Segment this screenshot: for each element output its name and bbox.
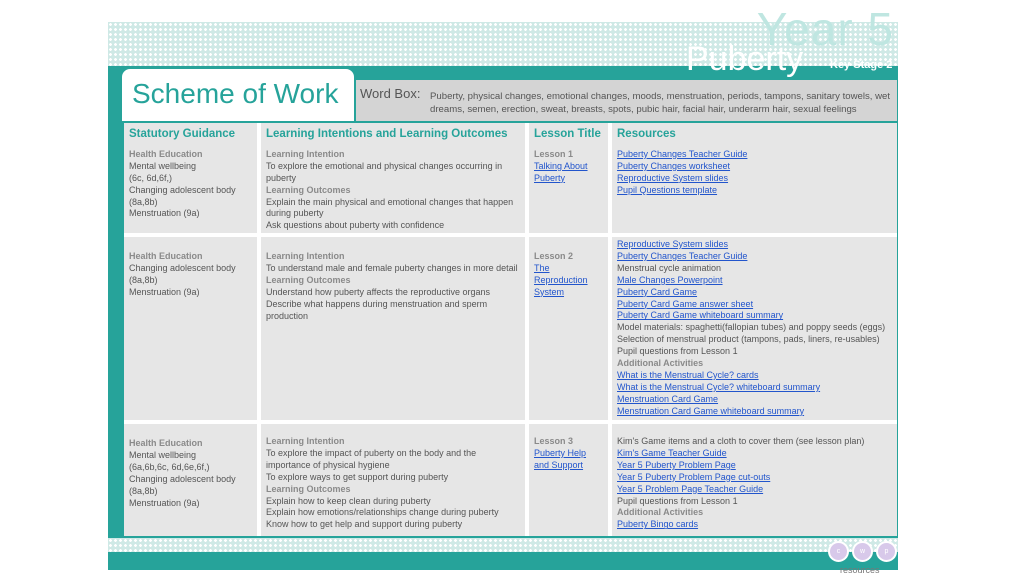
intention-text: To understand male and female puberty changes in more detail <box>266 262 518 273</box>
statutory-line: (8a,8b) <box>129 196 158 207</box>
statutory-line: Mental wellbeing <box>129 449 197 460</box>
cwp-logo <box>828 541 898 563</box>
resource-link[interactable]: Year 5 Puberty Problem Page cut-outs <box>617 471 771 482</box>
resource-link[interactable]: Puberty Changes Teacher Guide <box>617 250 748 261</box>
statutory-line: Menstruation (9a) <box>129 497 200 508</box>
row3-statutory-cell <box>124 424 257 536</box>
resource-link[interactable]: Puberty Card Game whiteboard summary <box>617 310 784 321</box>
outcome-text: Explain the main physical and emotional changes that happen during puberty <box>266 196 514 219</box>
resource-link[interactable]: What is the Menstrual Cycle? cards <box>617 369 759 380</box>
resource-link[interactable]: Year 5 Puberty Problem Page <box>617 459 736 470</box>
statutory-line: (6c, 6d,6f,) <box>129 172 173 183</box>
resource-item: Pupil questions from Lesson 1 <box>617 346 738 357</box>
resource-item: Model materials: spaghetti(fallopian tubes) and poppy seeds (eggs) <box>617 322 886 333</box>
logo-text: resources <box>840 565 880 575</box>
logo-circle-p: p <box>876 541 897 562</box>
resource-item: Menstrual cycle animation <box>617 262 722 273</box>
statutory-heading: Health Education <box>129 251 203 261</box>
key-stage-label: Key Stage 2 <box>830 59 893 71</box>
lesson-number: Lesson 2 <box>534 251 574 261</box>
statutory-line: Menstruation (9a) <box>129 208 200 219</box>
resource-link[interactable]: Puberty Card Game answer sheet <box>617 298 754 309</box>
intention-text-2: To explore ways to get support during puberty <box>266 471 449 482</box>
outcomes-label: Learning Outcomes <box>266 184 351 195</box>
col-header-statutory: Statutory Guidance <box>129 128 236 140</box>
lesson-number: Lesson 1 <box>534 148 574 159</box>
word-box-label: Word Box: <box>360 86 421 101</box>
year-title: Year 5 <box>756 3 894 55</box>
row1-intentions-cell <box>261 123 525 233</box>
outcome-text: Understand how puberty affects the reproductive organs <box>266 286 490 297</box>
col-header-lesson: Lesson Title <box>534 128 601 140</box>
outcomes-label: Learning Outcomes <box>266 274 351 285</box>
resource-link[interactable]: Puberty Card Game <box>617 286 698 297</box>
row2-resources-cell <box>612 237 897 420</box>
outcome-text: Explain how to keep clean during puberty <box>266 495 431 506</box>
additional-activities-label: Additional Activities <box>617 358 704 369</box>
lesson-title-link[interactable]: Puberty Help and Support <box>534 447 587 470</box>
resource-link[interactable]: What is the Menstrual Cycle? whiteboard summary <box>617 381 821 392</box>
resource-link[interactable]: Male Changes Powerpoint <box>617 274 723 285</box>
statutory-line: Changing adolescent body <box>129 184 236 195</box>
statutory-line: Changing adolescent body <box>129 473 236 484</box>
word-box-text: Puberty, physical changes, emotional changes, moods, menstruation, periods, tampons, sanitary towels, wet dreams, semen, erection, sweat, breasts, spots, pubic hair, facial hair, underarm hair, sexual feelings <box>430 91 891 115</box>
col-header-intentions: Learning Intentions and Learning Outcomes <box>266 128 508 140</box>
resource-link[interactable]: Pupil Questions template <box>617 184 718 195</box>
outcome-text: Know how to get help and support during puberty <box>266 519 463 530</box>
resource-list-1 <box>617 149 892 197</box>
resource-item: Pupil questions from Lesson 1 <box>617 495 738 506</box>
resource-link[interactable]: Year 5 Problem Page Teacher Guide <box>617 483 764 494</box>
resource-list-3 <box>617 436 892 531</box>
topic-title: Puberty <box>686 40 804 78</box>
outcome-text: Describe what happens during menstruation and sperm production <box>266 298 488 321</box>
row3-resources-cell <box>612 424 897 536</box>
resource-link[interactable]: Kim's Game Teacher Guide <box>617 447 727 458</box>
statutory-line: (6a,6b,6c, 6d,6e,6f,) <box>129 461 210 472</box>
row3-intentions-cell <box>261 424 525 536</box>
row2-statutory-cell <box>124 237 257 420</box>
resource-link[interactable]: Menstruation Card Game whiteboard summary <box>617 405 805 416</box>
statutory-line: (8a,8b) <box>129 274 158 285</box>
resource-list-2 <box>617 239 892 418</box>
scheme-title: Scheme of Work <box>132 78 339 109</box>
logo-circle-c: c <box>828 541 849 562</box>
resource-item: Selection of menstrual product (tampons, pads, liners, re-usables) <box>617 334 880 345</box>
intention-text: To explore the emotional and physical changes occurring in puberty <box>266 160 503 183</box>
col-header-resources: Resources <box>617 128 676 140</box>
intention-text: To explore the impact of puberty on the body and the importance of physical hygiene <box>266 447 477 470</box>
scheme-table <box>124 123 897 536</box>
lesson-number: Lesson 3 <box>534 436 574 446</box>
statutory-line: Menstruation (9a) <box>129 286 200 297</box>
intention-label: Learning Intention <box>266 436 345 446</box>
resource-link[interactable]: Puberty Changes worksheet <box>617 160 731 171</box>
statutory-heading: Health Education <box>129 438 203 448</box>
row2-intentions-cell <box>261 237 525 420</box>
logo-circle-w: w <box>852 541 873 562</box>
intention-label: Learning Intention <box>266 251 345 261</box>
statutory-heading: Health Education <box>129 148 203 159</box>
lesson-title-link[interactable]: Talking About Puberty <box>534 160 588 183</box>
row2-lesson-cell <box>529 237 608 420</box>
word-box <box>356 80 897 121</box>
outcome-text: Ask questions about puberty with confidence <box>266 220 445 231</box>
dotted-banner-bottom <box>108 538 898 552</box>
outcomes-label: Learning Outcomes <box>266 483 351 494</box>
intention-label: Learning Intention <box>266 148 345 159</box>
resource-link[interactable]: Reproductive System slides <box>617 239 729 249</box>
statutory-line: Changing adolescent body <box>129 262 236 273</box>
resource-link[interactable]: Reproductive System slides <box>617 172 729 183</box>
resource-item: Kim's Game items and a cloth to cover them (see lesson plan) <box>617 436 865 446</box>
statutory-line: Mental wellbeing <box>129 160 197 171</box>
row3-lesson-cell <box>529 424 608 536</box>
statutory-line: (8a,8b) <box>129 485 158 496</box>
row1-statutory-cell <box>124 123 257 233</box>
row1-resources-cell <box>612 123 897 233</box>
resource-link[interactable]: Menstruation Card Game <box>617 393 719 404</box>
additional-activities-label: Additional Activities <box>617 507 704 518</box>
resource-link[interactable]: Puberty Bingo cards <box>617 519 699 530</box>
lesson-title-link[interactable]: The Reproduction System <box>534 262 588 297</box>
outcome-text: Explain how emotions/relationships change during puberty <box>266 507 499 518</box>
row1-lesson-cell <box>529 123 608 233</box>
resource-link[interactable]: Puberty Changes Teacher Guide <box>617 148 748 159</box>
